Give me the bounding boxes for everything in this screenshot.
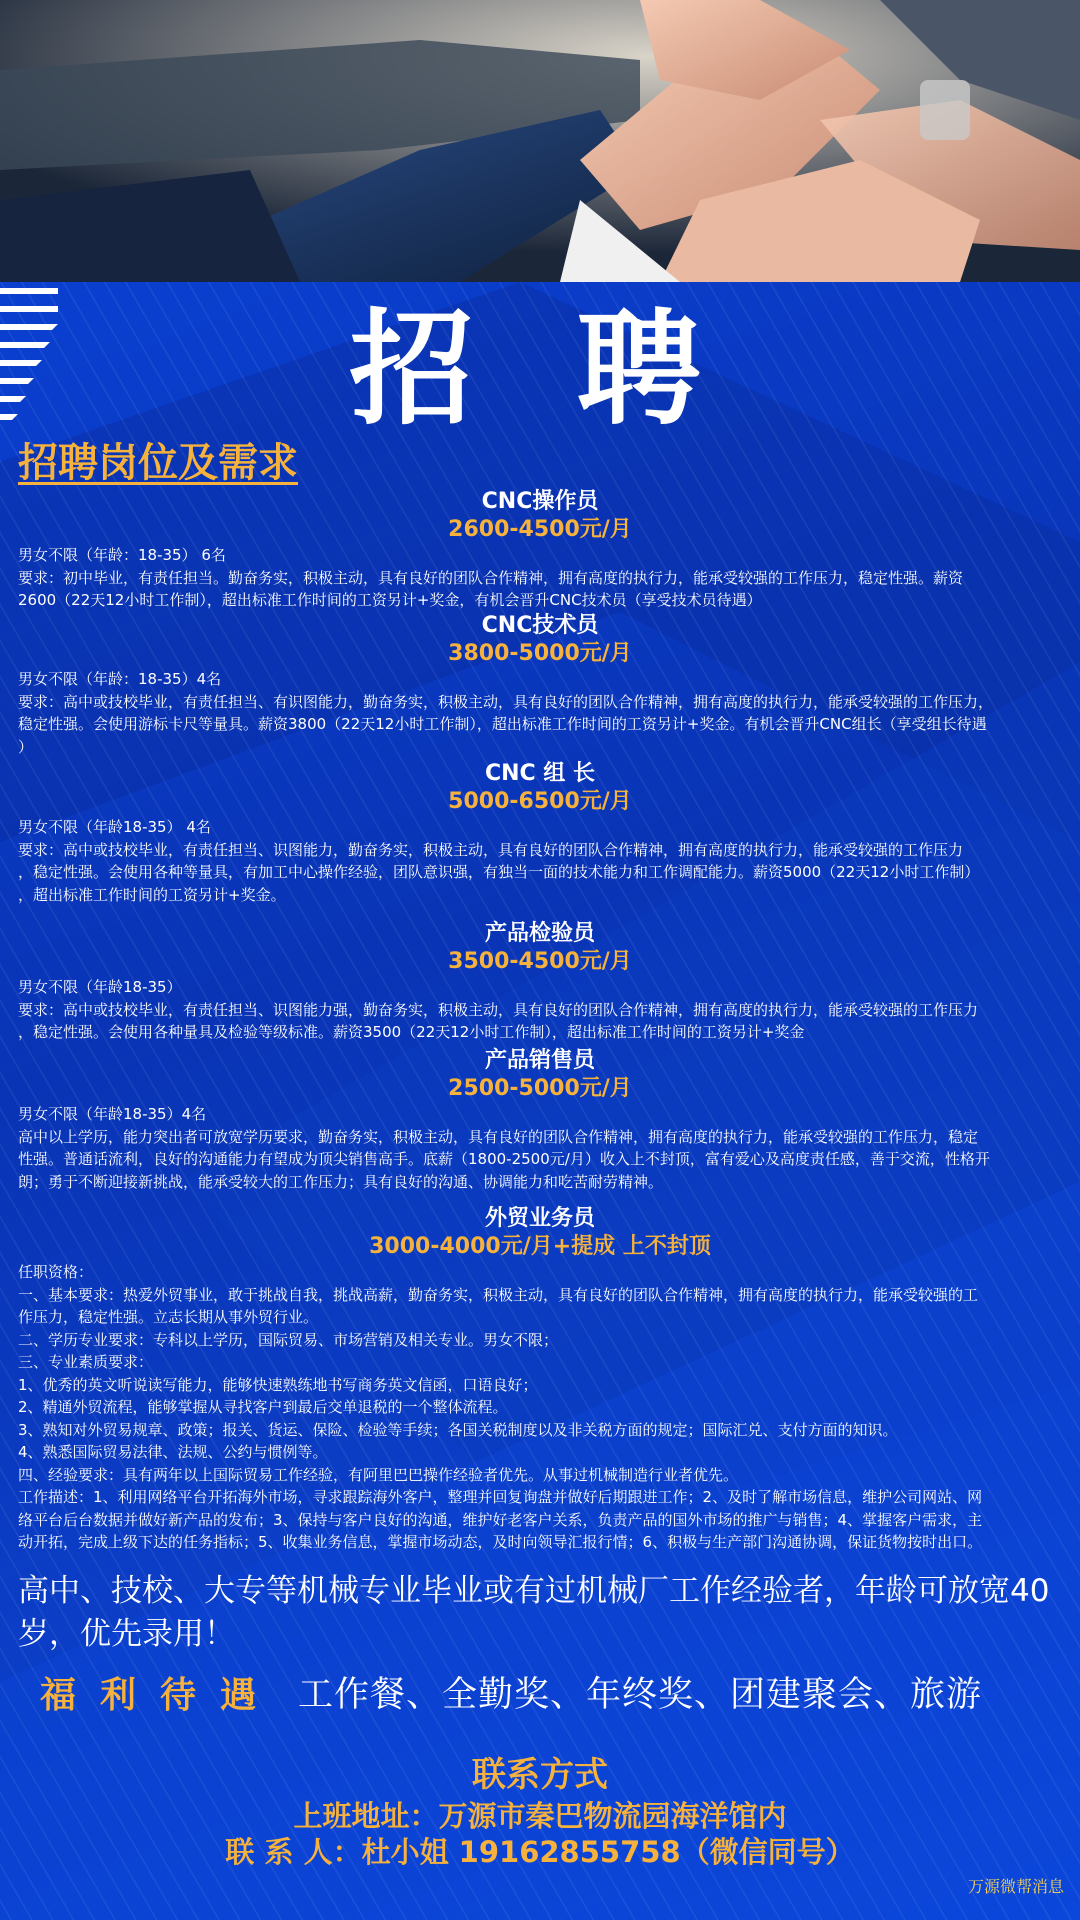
job-detail-line: 要求：初中毕业，有责任担当。勤奋务实，积极主动，具有良好的团队合作精神，拥有高度的执行力，能承受较强的工作压力，稳定性强。薪资 [18, 568, 964, 587]
job-detail-line: ，稳定性强。会使用各种等量具，有加工中心操作经验，团队意识强，有独当一面的技术能力和工作调配能力。薪资5000（22天12小时工作制） [18, 863, 980, 881]
watermark-source: 万源微帮消息 [967, 1877, 1064, 1896]
job-detail-line: 男女不限（年龄18-35）4名 [18, 1105, 207, 1123]
job-title: CNC操作员 [481, 489, 599, 514]
job-cnc-team-leader [0, 760, 1080, 906]
job-salary: 3800-5000元/月 [448, 641, 632, 666]
job-title: CNC 组 长 [484, 761, 596, 786]
job-product-inspector [0, 920, 1080, 1044]
job-detail-line: 2、精通外贸流程，能够掌握从寻找客户到最后交单退税的一个整体流程。 [18, 1398, 508, 1416]
job-salary: 2600-4500元/月 [448, 517, 632, 542]
job-title: CNC技术员 [481, 613, 599, 638]
job-detail-line: 一、基本要求：热爱外贸事业，敢于挑战自我，挑战高薪，勤奋务实，积极主动，具有良好的团队合作精神，拥有高度的执行力，能承受较强的工 [18, 1285, 979, 1304]
hero-photo-hands-stacked [0, 0, 1080, 282]
job-cnc-technician [0, 612, 1080, 758]
job-detail-line: 三、专业素质要求： [18, 1353, 154, 1371]
contact-address: 上班地址：万源市秦巴物流园海洋馆内 [293, 1799, 787, 1833]
job-detail-line: ） [18, 737, 34, 756]
job-detail-line: 1、优秀的英文听说读写能力，能够快速熟练地书写商务英文信函，口语良好； [18, 1375, 538, 1394]
job-detail-line: 工作描述：1、利用网络平台开拓海外市场，寻求跟踪海外客户，整理并回复询盘并做好后期跟进工作；2、及时了解市场信息，维护公司网站、网 [18, 1488, 983, 1506]
section-title-positions: 招聘岗位及需求 [18, 440, 298, 486]
job-title: 外贸业务员 [484, 1206, 595, 1231]
job-detail-line: 任职资格： [18, 1263, 94, 1281]
contact-title: 联系方式 [472, 1755, 608, 1795]
job-detail-line: 络平台后台数据并做好新产品的发布；3、保持与客户良好的沟通，维护好老客户关系，负责产品的国外市场的推广与销售；4、掌握客户需求，主 [18, 1510, 983, 1529]
job-detail-line: 高中以上学历，能力突出者可放宽学历要求，勤奋务实，积极主动，具有良好的团队合作精神，拥有高度的执行力，能承受较强的工作压力，稳定 [18, 1127, 979, 1146]
poster-main-title: 招 聘 [349, 298, 731, 442]
benefits-list: 工作餐、全勤奖、年终奖、团建聚会、旅游 [298, 1675, 983, 1715]
benefits-row [40, 1666, 1060, 1718]
job-detail-line: 男女不限（年龄：18-35） 6名 [18, 546, 226, 564]
job-detail-line: 要求：高中或技校毕业，有责任担当、有识图能力，勤奋务实，积极主动，具有良好的团队合作精神，拥有高度的执行力，能承受较强的工作压力， [18, 692, 994, 711]
job-detail-line: 动开拓，完成上级下达的任务指标；5、收集业务信息，掌握市场动态，及时向领导汇报行情；6、积极与生产部门沟通协调，保证货物按时出口。 [18, 1533, 983, 1551]
job-foreign-trade-sales [0, 1205, 1080, 1554]
job-title: 产品检验员 [484, 921, 595, 946]
job-detail-line: 稳定性强。会使用游标卡尺等量具。薪资3800（22天12小时工作制），超出标准工作时间的工资另计+奖金。有机会晋升CNC组长（享受组长待遇 [18, 715, 987, 733]
job-detail-line: 要求：高中或技校毕业，有责任担当、识图能力，勤奋务实，积极主动，具有良好的团队合作精神，拥有高度的执行力，能承受较强的工作压力 [18, 840, 964, 859]
job-salary: 2500-5000元/月 [448, 1076, 632, 1101]
job-detail-line: 男女不限（年龄18-35） [18, 978, 182, 996]
job-detail-line: 男女不限（年龄18-35） 4名 [18, 818, 211, 836]
job-detail-line: ，稳定性强。会使用各种量具及检验等级标准。薪资3500（22天12小时工作制），超出标准工作时间的工资另计+奖金 [18, 1023, 805, 1041]
job-detail-line: ，超出标准工作时间的工资另计+奖金。 [18, 885, 286, 904]
job-salary: 5000-6500元/月 [448, 789, 632, 814]
job-detail-line: 二、学历专业要求：专科以上学历，国际贸易、市场营销及相关专业。男女不限； [18, 1330, 559, 1349]
job-detail-line: 要求：高中或技校毕业，有责任担当、识图能力强，勤奋务实，积极主动，具有良好的团队合作精神，拥有高度的执行力，能承受较强的工作压力 [18, 1000, 979, 1019]
job-salary: 3500-4500元/月 [448, 949, 632, 974]
job-detail-line: 2600（22天12小时工作制），超出标准工作时间的工资另计+奖金，有机会晋升CNC技术员（享受技术员待遇） [18, 591, 762, 609]
benefits-label: 福利待遇 [40, 1674, 281, 1716]
job-title: 产品销售员 [484, 1048, 595, 1073]
contact-person-phone: 联 系 人：杜小姐 19162855758（微信同号） [225, 1835, 855, 1869]
job-cnc-operator [0, 488, 1080, 612]
job-detail-line: 四、经验要求：具有两年以上国际贸易工作经验，有阿里巴巴操作经验者优先。从事过机械制造行业者优先。 [18, 1465, 739, 1484]
job-detail-line: 男女不限（年龄：18-35）4名 [18, 670, 222, 688]
job-detail-line: 3、熟知对外贸易规章、政策；报关、货运、保险、检验等手续；各国关税制度以及非关税方面的规定；国际汇兑、支付方面的知识。 [18, 1420, 898, 1439]
job-detail-line: 朗；勇于不断迎接新挑战，能承受较大的工作压力；具有良好的沟通、协调能力和吃苦耐劳精神。 [18, 1172, 664, 1191]
job-detail-line: 4、熟悉国际贸易法律、法规、公约与惯例等。 [18, 1443, 328, 1461]
job-salary: 3000-4000元/月+提成 上不封顶 [369, 1234, 711, 1259]
job-detail-line: 性强。普通话流利，良好的沟通能力有望成为顶尖销售高手。底薪（1800-2500元/月）收入上不封顶，富有爱心及高度责任感，善于交流，性格开 [18, 1150, 990, 1168]
priority-hiring-note: 高中、技校、大专等机械专业毕业或有过机械厂工作经验者，年龄可放宽40岁，优先录用！ [18, 1573, 1050, 1652]
job-detail-line: 作压力，稳定性强。立志长期从事外贸行业。 [18, 1308, 319, 1326]
job-product-sales [0, 1047, 1080, 1193]
